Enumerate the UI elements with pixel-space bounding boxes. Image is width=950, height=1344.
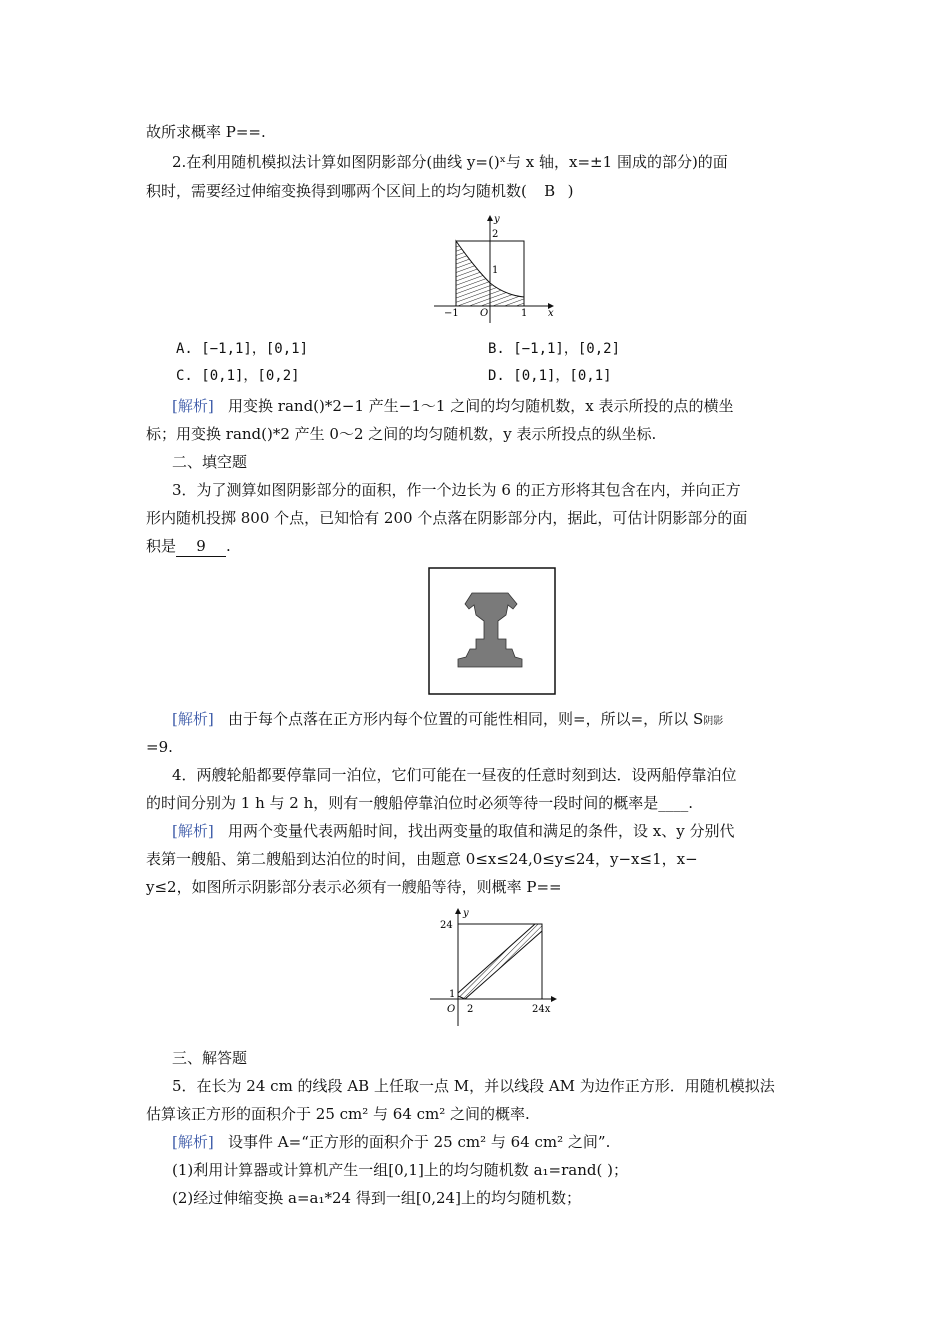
q2-option-d: D. [0,1]，[0,1] [488,368,612,384]
q4-label-24y: 24 [440,920,453,931]
q2-label-1x: 1 [521,308,528,319]
q3-analysis-line2: =9. [146,738,173,756]
q2-analysis-tag: [解析] [172,397,214,415]
q2-label-2: 2 [492,229,499,240]
q5-line1: 5．在长为 24 cm 的线段 AB 上任取一点 M，并以线段 AM 为边作正方形．用随机模拟法 [172,1077,775,1095]
q2-close: ) [567,182,574,200]
q4-label-y: y [463,908,469,919]
q5-step1: (1)利用计算器或计算机产生一组[0,1]上的均匀随机数 a₁=rand( )； [172,1161,628,1179]
q2-label-neg1: −1 [444,308,459,319]
section-answer-title: 三、解答题 [172,1049,248,1067]
q3-line2: 形内随机投掷 800 个点，已知恰有 200 个点落在阴影部分内，据此，可估计阴影部分的面 [146,509,748,527]
q2-analysis-text1: 用变换 rand()*2−1 产生−1～1 之间的均匀随机数，x 表示所投的点的横坐 [228,397,734,415]
q4-line2: 的时间分别为 1 h 与 2 h，则有一艘船停靠泊位时必须等待一段时间的概率是____. [146,794,694,812]
q2-line1: 2.在利用随机模拟法计算如图阴影部分(曲线 y=()ˣ与 x 轴，x=±1 围成的部分)的面 [172,153,728,171]
q3-figure [428,567,556,695]
q3-line1: 3．为了测算如图阴影部分的面积，作一个边长为 6 的正方形将其包含在内，并向正方 [172,481,741,499]
q4-label-1: 1 [449,989,456,1000]
q4-line1: 4．两艘轮船都要停靠同一泊位，它们可能在一昼夜的任意时刻到达．设两船停靠泊位 [172,766,737,784]
q3-analysis-text1: 由于每个点落在正方形内每个位置的可能性相同，则=，所以=，所以 S [228,710,704,728]
q2-label-o: O [480,308,489,319]
q2-figure [420,213,560,328]
q5-line2: 估算该正方形的面积介于 25 cm² 与 64 cm² 之间的概率. [146,1105,530,1123]
q3-line3-post: . [226,537,231,555]
q2-label-x: x [548,308,554,319]
q5-step2: (2)经过伸缩变换 a=a₁*24 得到一组[0,24]上的均匀随机数； [172,1189,581,1207]
q5-analysis-line1 [172,1132,610,1152]
q3-answer: 9 [176,536,226,557]
q2-label-y: y [494,214,500,225]
section-fill-in-title: 二、填空题 [172,453,248,471]
q2-option-b: B. [−1,1]，[0,2] [488,341,621,357]
q3-shaded-shape [458,593,522,667]
q2-option-a: A. [−1,1]，[0,1] [176,341,309,357]
q4-analysis-text1: 用两个变量代表两船时间，找出两变量的取值和满足的条件，设 x、y 分别代 [228,822,735,840]
q2-option-c: C. [0,1]，[0,2] [176,368,300,384]
q2-line2 [146,181,574,201]
q4-shaded-band [458,924,542,999]
q5-analysis-tag: [解析] [172,1133,214,1151]
q5-analysis-text1: 设事件 A=“正方形的面积介于 25 cm² 与 64 cm² 之间”. [228,1133,611,1151]
q3-analysis-tag: [解析] [172,710,214,728]
q3-line3 [146,536,231,557]
q4-figure [420,906,560,1028]
q4-label-2: 2 [467,1004,474,1015]
q4-analysis-line2: 表第一艘船、第二艘船到达泊位的时间，由题意 0≤x≤24,0≤y≤24，y−x≤1，x− [146,850,698,868]
q2-line2-text: 积时，需要经过伸缩变换得到哪两个区间上的均匀随机数( [146,182,527,200]
q4-analysis-tag: [解析] [172,822,214,840]
q4-analysis-line1 [172,821,735,841]
q2-answer: B [544,182,556,200]
p-result-line: 故所求概率 P==. [146,123,266,141]
q3-analysis-sub: 阴影 [703,716,724,727]
q4-label-o: O [447,1004,456,1015]
q2-label-1y: 1 [492,265,499,276]
q3-analysis-line1 [172,709,723,732]
q2-analysis-line2: 标；用变换 rand()*2 产生 0～2 之间的均匀随机数，y 表示所投点的纵坐标. [146,425,657,443]
q2-analysis-line1 [172,396,733,416]
q4-analysis-line3: y≤2，如图所示阴影部分表示必须有一艘船等待，则概率 P== [146,878,562,896]
q3-line3-pre: 积是 [146,537,177,555]
q4-label-24x: 24x [532,1004,551,1015]
